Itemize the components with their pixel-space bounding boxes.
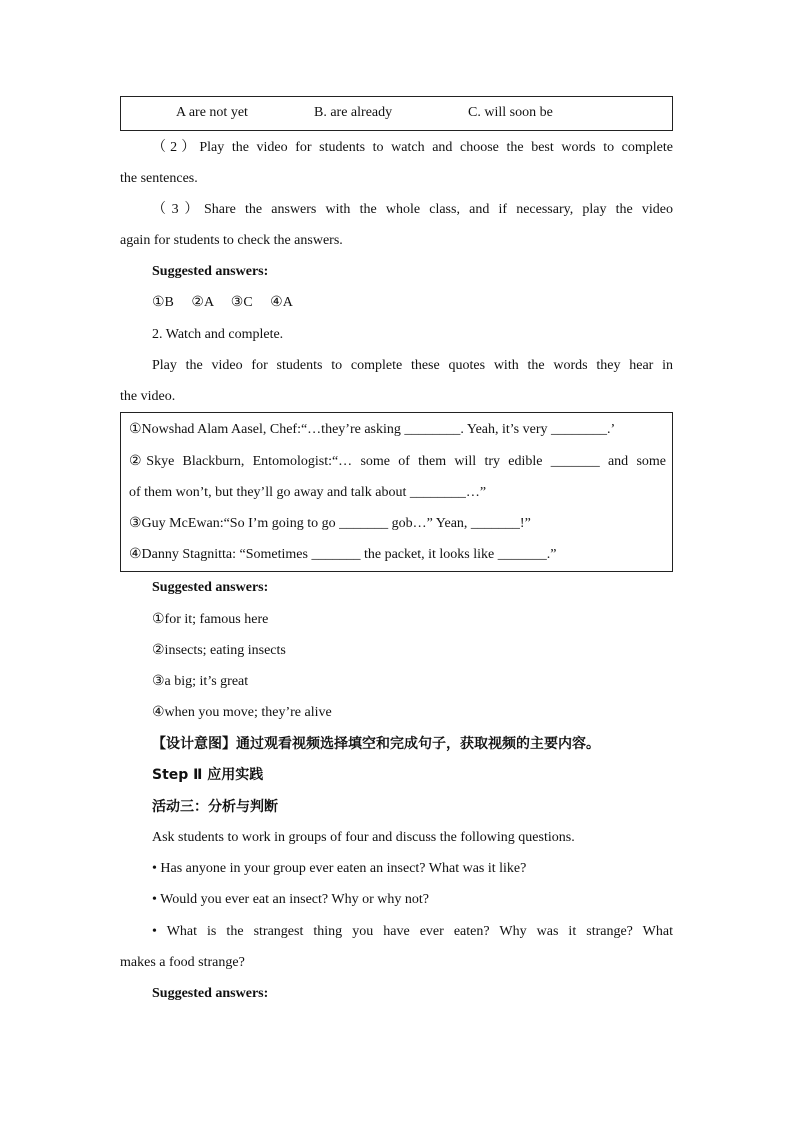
answer-item: ④when you move; they’re alive	[152, 705, 332, 720]
option-c: C. will soon be	[468, 105, 553, 120]
bullet-3-line2: makes a food strange?	[120, 955, 245, 970]
quote-2b: of them won’t, but they’ll go away and talk about ________…”	[129, 485, 487, 500]
suggested-answers-label-3: Suggested answers:	[152, 986, 269, 1001]
quote-3: ③Guy McEwan:“So I’m going to go _______ gob…” Yean, _______!”	[129, 516, 531, 531]
step3-line2: again for students to check the answers.	[120, 233, 343, 248]
quote-1: ①Nowshad Alam Aasel, Chef:“…they’re asking ________. Yeah, it’s very ________.’	[129, 422, 616, 437]
suggested-answers-label-2: Suggested answers:	[152, 580, 269, 595]
bullet-2: • Would you ever eat an insect? Why or why not?	[152, 892, 429, 907]
option-a: A are not yet	[176, 105, 248, 120]
options-box	[120, 96, 673, 131]
task2-title: 2. Watch and complete.	[152, 327, 284, 342]
step2-line1: （2）Play the video for students to watch and choose the best words to complete	[152, 140, 673, 155]
quotes-box	[120, 412, 673, 572]
answers-1: ①B ②A ③C ④A	[152, 295, 293, 310]
option-b: B. are already	[314, 105, 393, 120]
quote-2a: ②Skye Blackburn, Entomologist:“… some of them will try edible _______ and some	[129, 454, 666, 469]
quote-4: ④Danny Stagnitta: “Sometimes _______ the packet, it looks like _______.”	[129, 547, 557, 562]
activity-heading: 活动三：分析与判断	[152, 799, 278, 815]
discuss-intro: Ask students to work in groups of four and discuss the following questions.	[152, 830, 575, 845]
task2-line1: Play the video for students to complete these quotes with the words they hear in	[152, 358, 673, 373]
bullet-3-line1: • What is the strangest thing you have ever eaten? Why was it strange? What	[152, 924, 673, 939]
answer-item: ②insects; eating insects	[152, 643, 286, 658]
suggested-answers-label: Suggested answers:	[152, 264, 269, 279]
design-intent: 【设计意图】通过观看视频选择填空和完成句子，获取视频的主要内容。	[152, 736, 600, 752]
step-heading: Step Ⅱ 应用实践	[152, 767, 264, 783]
step3-line1: （3）Share the answers with the whole class, and if necessary, play the video	[152, 202, 673, 217]
answer-item: ③a big; it’s great	[152, 674, 249, 689]
bullet-1: • Has anyone in your group ever eaten an insect? What was it like?	[152, 861, 527, 876]
task2-line2: the video.	[120, 389, 176, 404]
step2-line2: the sentences.	[120, 171, 198, 186]
answer-item: ①for it; famous here	[152, 612, 269, 627]
